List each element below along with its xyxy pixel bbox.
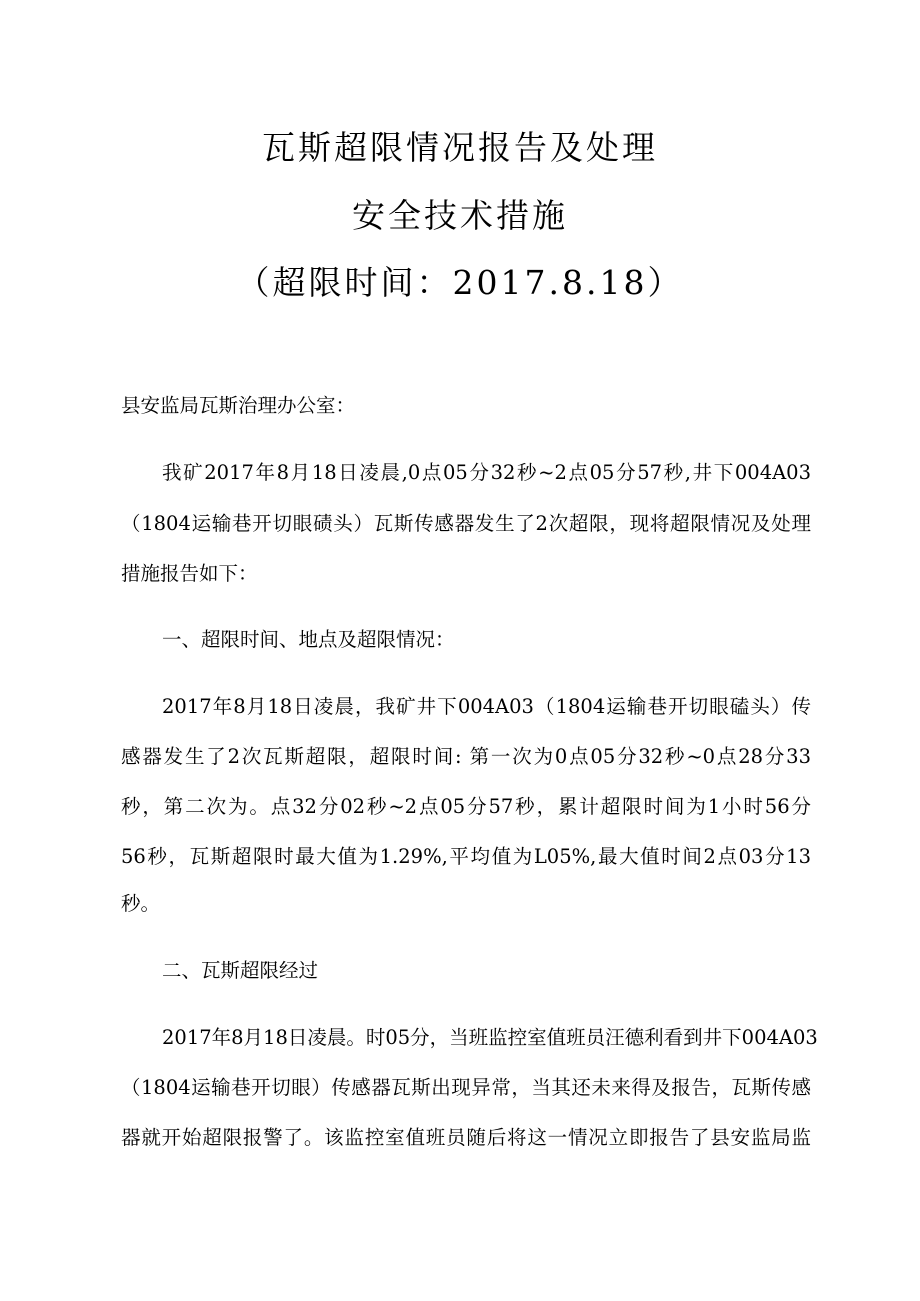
section-1-line-3: 秒，第二次为。点32分02秒~2点05分57秒，累计超限时间为1小时56分 [121,795,811,818]
addressee: 县安监局瓦斯治理办公室： [121,394,356,417]
section-2-line-1: 2017年8月18日凌晨。时05分，当班监控室值班员汪德利看到井下004A03 [162,1026,818,1049]
section-1-line-1: 2017年8月18日凌晨，我矿井下004A03（1804运输巷开切眼磕头）传 [162,695,811,718]
intro-line-1: 我矿2017年8月18日凌晨,0点05分32秒~2点05分57秒,井下004A03 [162,461,811,484]
document-title-line-1: 瓦斯超限情况报告及处理 [262,128,658,167]
intro-line-2: （1804运输巷开切眼碛头）瓦斯传感器发生了2次超限，现将超限情况及处理 [121,512,811,535]
section-1-heading: 一、超限时间、地点及超限情况： [162,628,455,651]
section-1-line-2: 感器发生了2次瓦斯超限，超限时间: 第一次为0点05分32秒~0点28分33 [121,745,811,768]
intro-line-3: 措施报告如下： [121,562,258,585]
section-1-line-5: 秒。 [121,892,161,915]
document-title-line-2: 安全技术措施 [352,196,568,235]
section-2-line-3: 器就开始超限报警了。该监控室值班员随后将这一情况立即报告了县安监局监 [121,1126,811,1149]
section-2-line-2: （1804运输巷开切眼）传感器瓦斯出现异常，当其还未来得及报告，瓦斯传感 [121,1076,811,1099]
section-2-heading: 二、瓦斯超限经过 [162,959,319,982]
document-title-line-3: （超限时间：2017.8.18） [236,263,684,302]
section-1-line-4: 56秒，瓦斯超限时最大值为1.29%,平均值为L05%,最大值时间2点03分13 [121,845,811,868]
